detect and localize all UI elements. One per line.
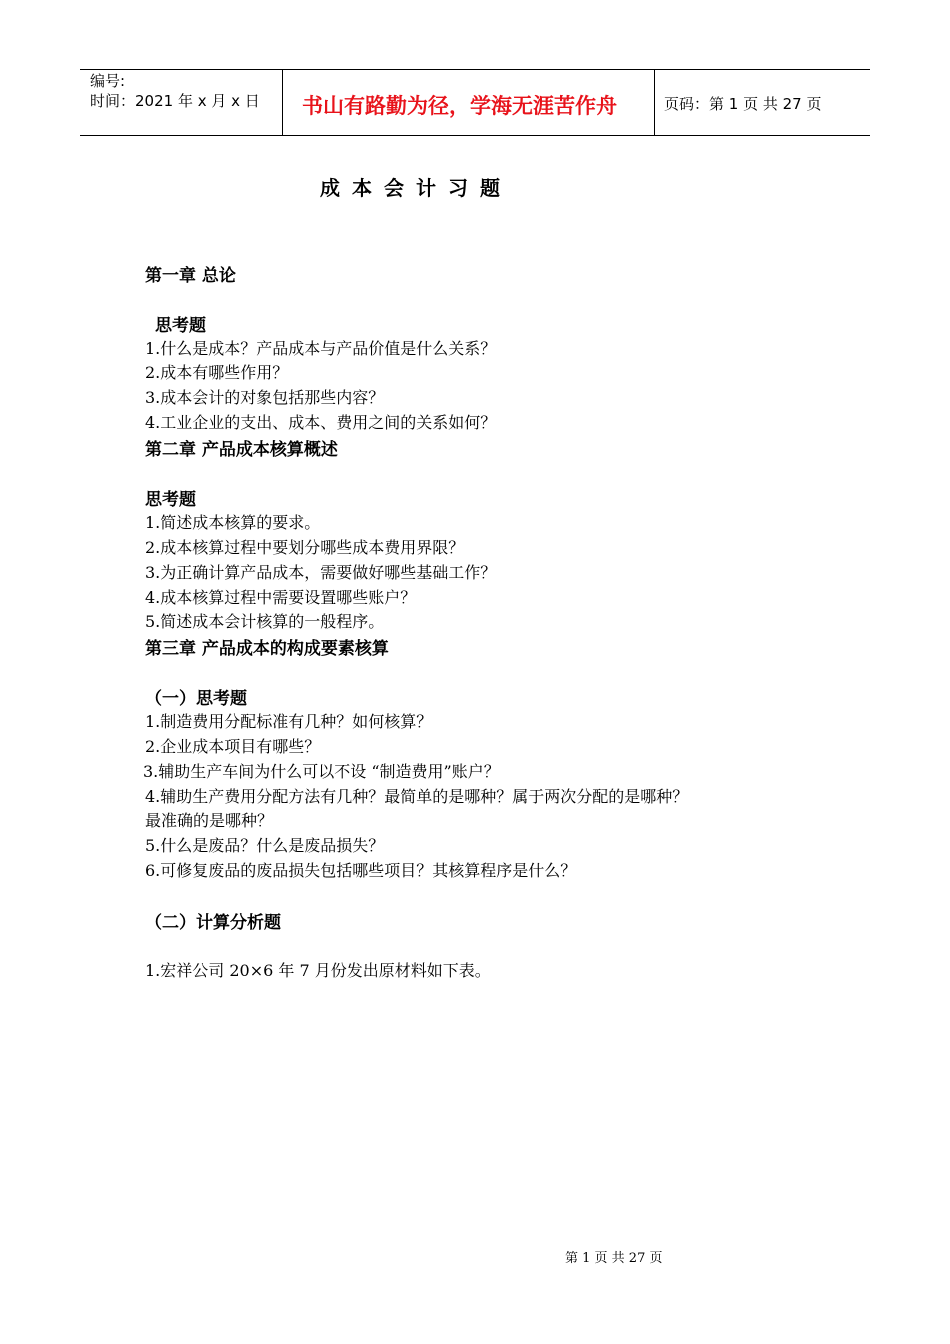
chapter-3-section-thinking: （一）思考题 — [145, 689, 247, 709]
chapter-1-question: 3.成本会计的对象包括那些内容？ — [145, 388, 385, 407]
header-top-border — [80, 69, 870, 70]
chapter-2-section: 思考题 — [145, 490, 196, 510]
page-footer: 第 1 页 共 27 页 — [565, 1251, 663, 1266]
chapter-2-title: 第二章 产品成本核算概述 — [145, 440, 338, 460]
chapter-3-question: 5.什么是废品？什么是废品损失？ — [145, 836, 385, 855]
chapter-2-question: 1.简述成本核算的要求。 — [145, 513, 321, 532]
chapter-1-section: 思考题 — [155, 316, 206, 336]
chapter-3-question: 4.辅助生产费用分配方法有几种？最简单的是哪种？属于两次分配的是哪种？ — [145, 787, 689, 806]
chapter-3-title: 第三章 产品成本的构成要素核算 — [145, 639, 389, 659]
chapter-3-question: 3.辅助生产车间为什么可以不设 “制造费用”账户？ — [143, 762, 500, 781]
chapter-3-question-continued: 最准确的是哪种？ — [145, 811, 274, 830]
chapter-2-question: 5.简述成本会计核算的一般程序。 — [145, 612, 385, 631]
chapter-3-question: 6.可修复废品的废品损失包括哪些项目？其核算程序是什么？ — [145, 861, 577, 880]
chapter-3-question: 2.企业成本项目有哪些？ — [145, 737, 321, 756]
header-number-label: 编号: — [90, 72, 126, 90]
chapter-2-question: 3.为正确计算产品成本，需要做好哪些基础工作？ — [145, 563, 497, 582]
chapter-2-question: 2.成本核算过程中要划分哪些成本费用界限？ — [145, 538, 465, 557]
header-bottom-border — [80, 135, 870, 136]
chapter-1-question: 4.工业企业的支出、成本、费用之间的关系如何？ — [145, 413, 497, 432]
chapter-3-calc-question: 1.宏祥公司 20×6 年 7 月份发出原材料如下表。 — [145, 961, 491, 980]
header-divider-right — [654, 69, 655, 136]
chapter-3-section-calc: （二）计算分析题 — [145, 913, 281, 933]
chapter-3-question: 1.制造费用分配标准有几种？如何核算？ — [145, 712, 433, 731]
chapter-2-question: 4.成本核算过程中需要设置哪些账户？ — [145, 588, 417, 607]
document-title: 成本会计习题 — [320, 176, 512, 200]
header-page-label: 页码：第 1 页 共 27 页 — [664, 95, 822, 113]
header-time-label: 时间：2021 年 x 月 x 日 — [90, 92, 260, 110]
chapter-1-title: 第一章 总论 — [145, 266, 236, 286]
chapter-1-question: 2.成本有哪些作用？ — [145, 363, 289, 382]
header-motto: 书山有路勤为径，学海无涯苦作舟 — [302, 94, 617, 118]
chapter-1-question: 1.什么是成本？产品成本与产品价值是什么关系？ — [145, 339, 497, 358]
header-divider-left — [282, 69, 283, 136]
